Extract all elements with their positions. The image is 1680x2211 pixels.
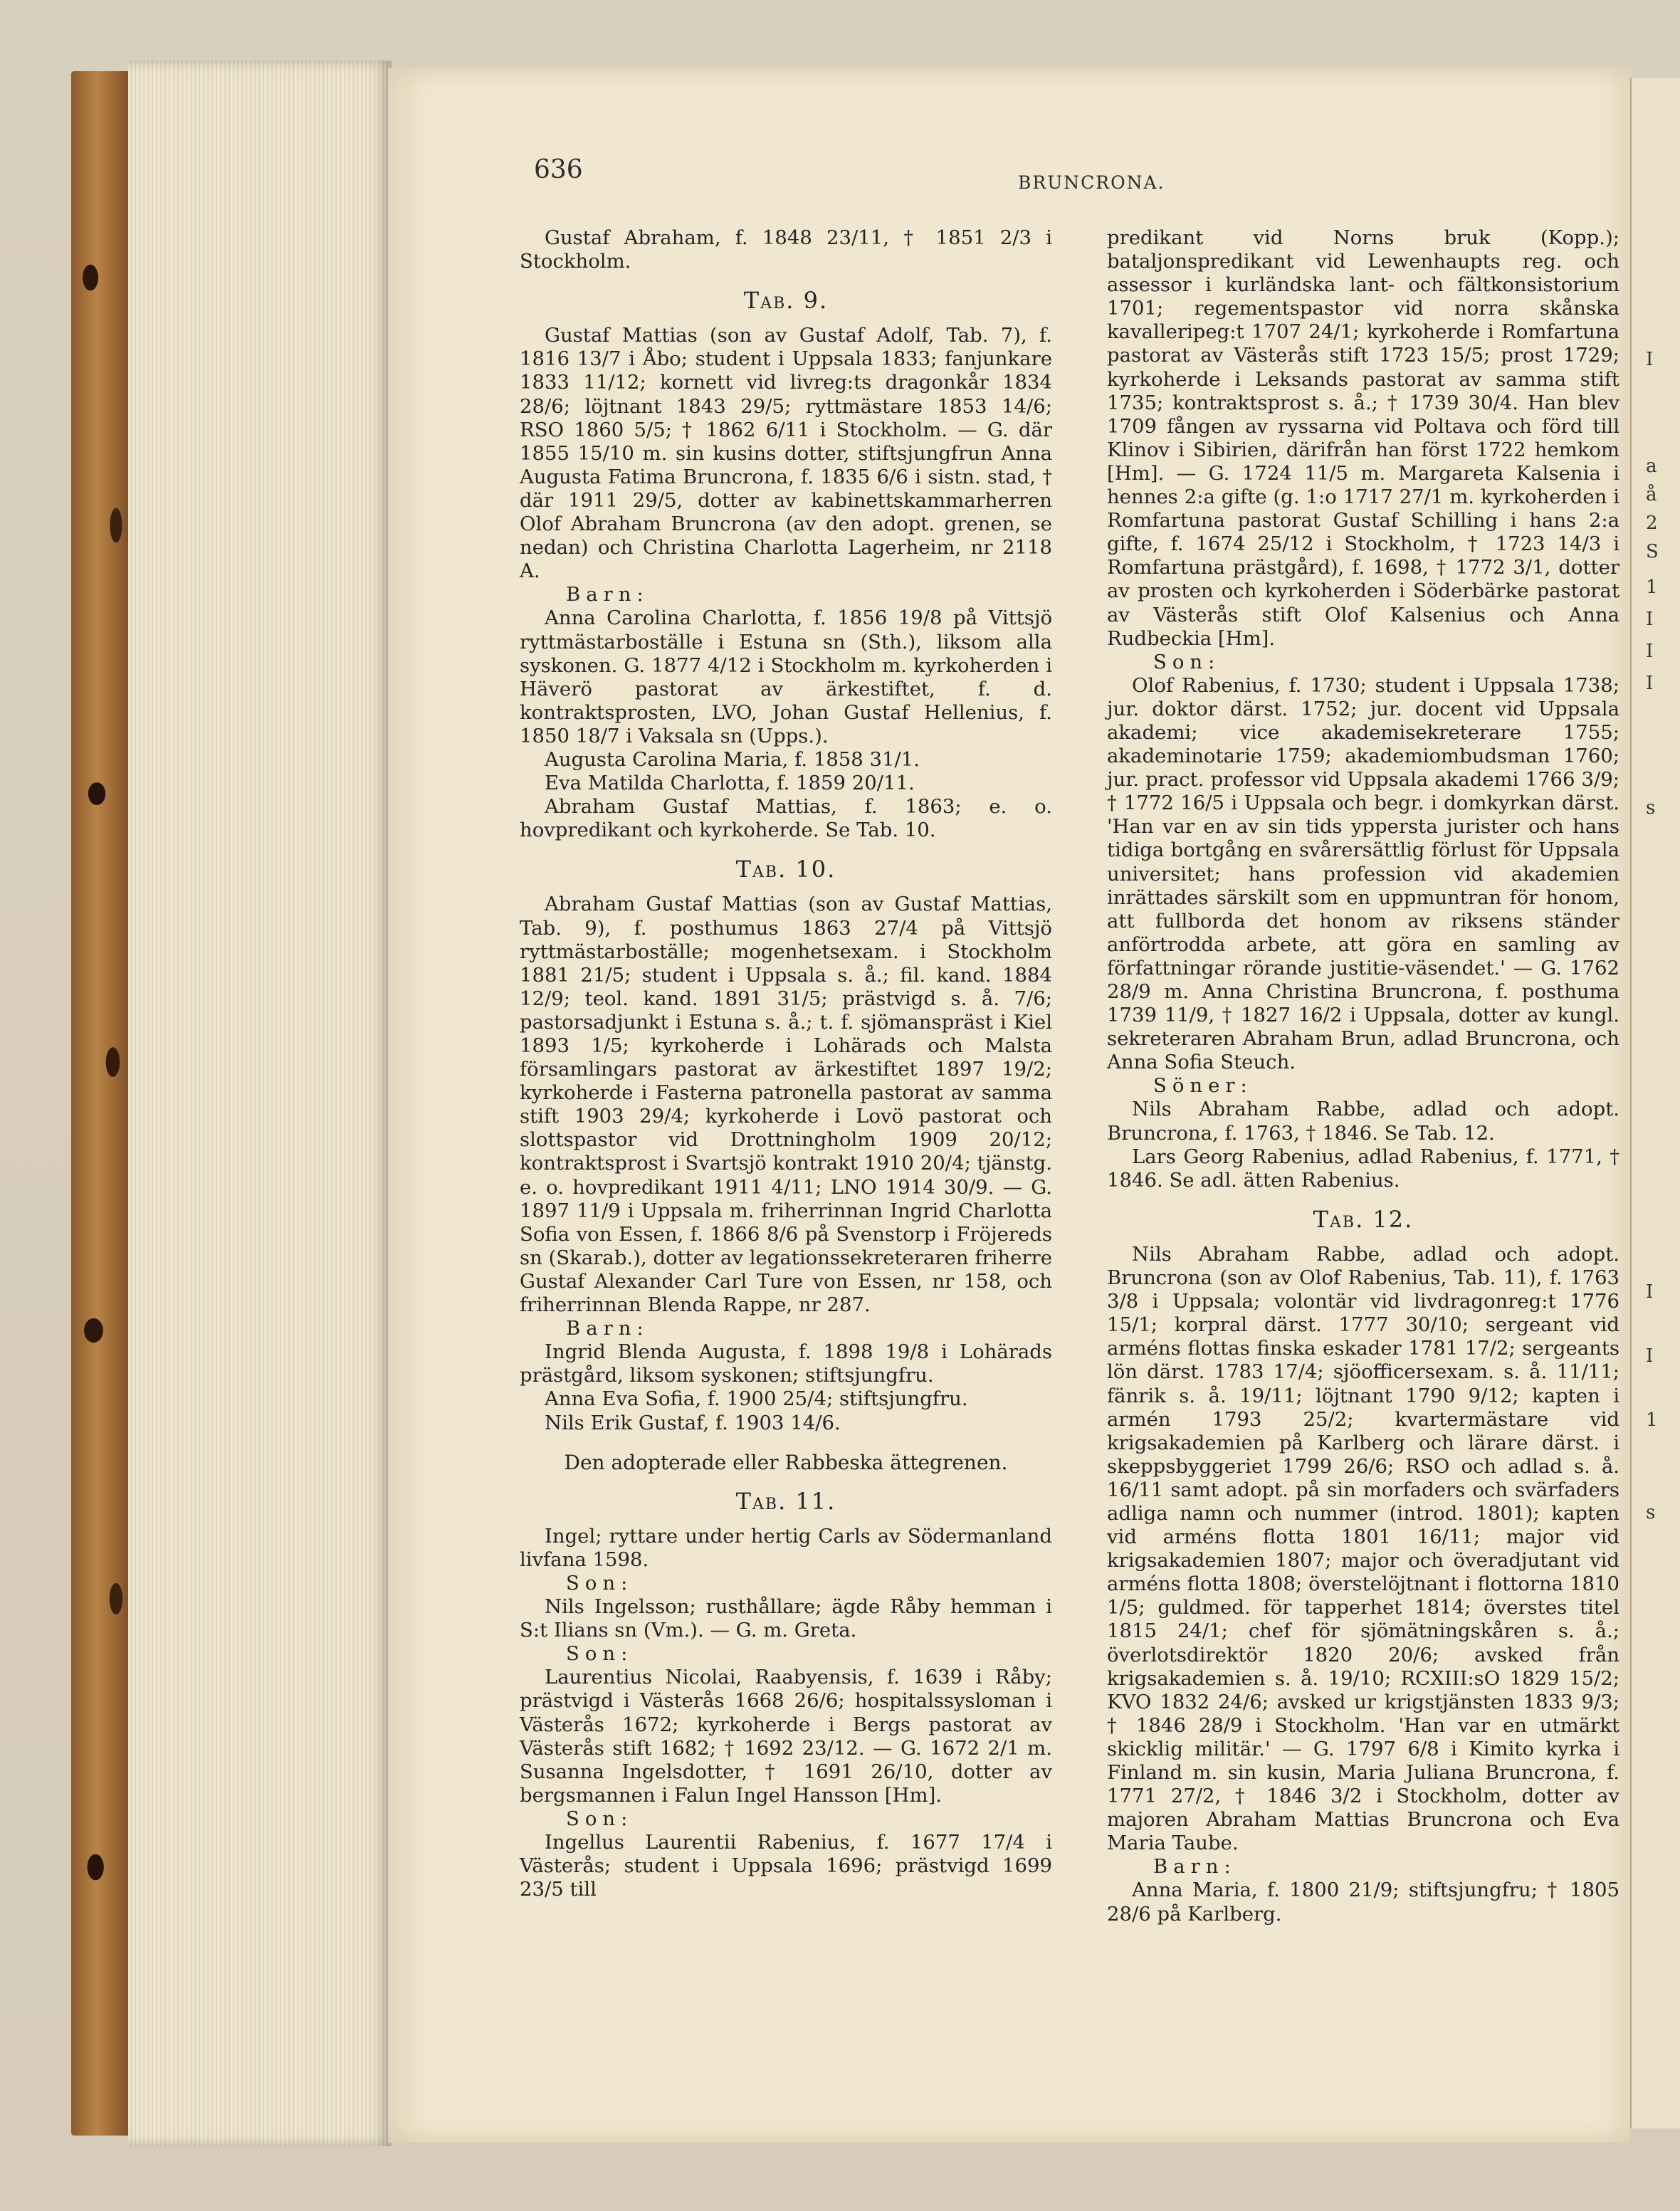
page-number: 636 bbox=[534, 155, 583, 184]
fragment: a bbox=[1646, 456, 1657, 477]
child-entry: Nils Abraham Rabbe, adlad och adopt. Bruncrona, f. 1763, † 1846. Se Tab. 12. bbox=[1107, 1098, 1619, 1145]
child-entry: Anna Carolina Charlotta, f. 1856 19/8 på Vittsjö ryttmästarboställe i Estuna sn (Sth.), liksom alla syskonen. G. 1877 4/12 i Stockholm m. kyrkoherden i Häverö pastorat av ärkestiftet, f. d. kontraktsprosten, LVO, Johan Gustaf Hellenius, f. 1850 18/7 i Vaksala sn (Upps.). bbox=[520, 606, 1052, 747]
paragraph: Olof Rabenius, f. 1730; student i Uppsala 1738; jur. doktor därst. 1752; jur. docent vid Uppsala akademi; vice akademisekreterare 1755; akademinotarie 1759; akademiombudsman 1760; jur. pract. professor vid Uppsala akademi 1766 3/9; † 1772 16/5 i Uppsala och begr. i domkyrkan därst. 'Han var en av sin tids ypperstа jurister och hans tidiga bortgång en svårersättlig förlust för Uppsala universitet; hans profession vid akademien inrättades särskilt som en uppmuntran för honom, att fullborda det honom av riksens ständer anförtrodda arbete, att göra en samling av författningar rörande justitie-väsendet.' — G. 1762 28/9 m. Anna Christina Bruncrona, f. posthuma 1739 11/9, † 1827 16/2 i Uppsala, dotter av kungl. sekreteraren Abraham Brun, adlad Bruncrona, och Anna Sofia Steuch. bbox=[1107, 673, 1619, 1074]
next-page-edge bbox=[1630, 78, 1680, 2128]
son-label: Son: bbox=[566, 1642, 634, 1666]
paragraph: Laurentius Nicolai, Raabyensis, f. 1639 i Råby; prästvigd i Västerås 1668 26/6; hospitalssysloman i Västerås 1672; kyrkoherde i Bergs pastorat av Västerås stift 1682; † 1692 23/12. — G. 1672 2/1 m. Susanna Ingelsdotter, † 1691 26/10, dotter av bergsmannen i Falun Ingel Hansson [Hm]. bbox=[520, 1666, 1052, 1807]
table-heading: Tab. 11. bbox=[735, 1487, 836, 1515]
page-block-edges bbox=[128, 61, 392, 2146]
child-entry: Augusta Carolina Maria, f. 1858 31/1. bbox=[545, 747, 920, 771]
children-label: Barn: bbox=[1153, 1855, 1237, 1879]
sons-label: Söner: bbox=[1153, 1074, 1253, 1098]
paragraph: Nils Ingelsson; rusthållare; ägde Råby hemman i S:t Ilians sn (Vm.). — G. m. Greta. bbox=[520, 1595, 1052, 1642]
paragraph: Ingel; ryttare under hertig Carls av Södermanland livfana 1598. bbox=[520, 1524, 1052, 1571]
paragraph: predikant vid Norns bruk (Kopp.); bataljonspredikant vid Lewenhaupts reg. och assessor i kurländska lant- och fältkonsistorium 1701; regementspastor vid norra skånska kavalleriреg:t 1707 24/1; kyrkoherde i Romfartuna pastorat av Västerås stift 1723 15/5; prost 1729; kyrkoherde i Leksands pastorat av samma stift 1735; kontraktsprost s. å.; † 1739 30/4. Han blev 1709 fången av ryssarna vid Poltava och förd till Klinov i Sibirien, därifrån han först 1722 hemkom [Hm]. — G. 1724 11/5 m. Margareta Kalsenia i hennes 2:a gifte (g. 1:o 1717 27/1 m. kyrkoherden i Romfartuna pastorat Gustaf Schilling i hans 2:a gifte, f. 1674 25/12 i Stockholm, † 1723 14/3 i Romfartuna prästgård), f. 1698, † 1772 3/1, dotter av prosten och kyrkoherden i Söderbärke pastorat av Västerås stift Olof Kalsenius och Anna Rudbeckia [Hm]. bbox=[1107, 226, 1619, 650]
fragment: I bbox=[1646, 609, 1654, 630]
fragment: I bbox=[1646, 641, 1654, 662]
paragraph: Abraham Gustaf Mattias (son av Gustaf Mattias, Tab. 9), f. posthumus 1863 27/4 på Vittsjö ryttmästarboställe; mogenhetsexam. i Stockholm 1881 21/5; student i Uppsala s. å.; fil. kand. 1884 12/9; teol. kand. 1891 31/5; prästvigd s. å. 7/6; pastorsadjunkt i Estuna s. å.; t. f. sjömanspräst i Kiel 1893 1/5; kyrkoherde i Lohärads och Malsta församlingars pastorat av ärkestiftet 1897 19/2; kyrkoherde i Fasterna patronella pastorat av samma stift 1903 29/4; kyrkoherde i Lovö pastorat och slottspastor vid Drottningholm 1909 20/12; kontraktsprost i Svartsjö kontrakt 1910 20/4; tjänstg. e. o. hovpredikant 1911 4/11; LNO 1914 30/9. — G. 1897 11/9 i Uppsala m. friherrinnan Ingrid Charlotta Sofia von Essen, f. 1866 8/6 på Svenstorp i Fröjereds sn (Skarab.), dotter av legationssekreteraren friherre Gustaf Alexander Carl Ture von Essen, nr 158, och friherrinnan Blenda Rappe, nr 287. bbox=[520, 893, 1052, 1317]
fragment: I bbox=[1646, 1345, 1654, 1367]
fragment: I bbox=[1646, 349, 1654, 370]
section-heading: Den adopterade eller Rabbeska ättegrenen. bbox=[564, 1450, 1008, 1474]
right-column bbox=[1107, 226, 1619, 1926]
fragment: I bbox=[1646, 673, 1654, 694]
fragment: s bbox=[1646, 797, 1656, 819]
fragment: 1 bbox=[1646, 1409, 1658, 1431]
child-entry: Nils Erik Gustaf, f. 1903 14/6. bbox=[545, 1411, 841, 1434]
child-entry: Abraham Gustaf Mattias, f. 1863; e. o. hovpredikant och kyrkoherde. Se Tab. 10. bbox=[520, 795, 1052, 842]
fragment: s bbox=[1646, 1502, 1656, 1523]
table-heading: Tab. 10. bbox=[735, 856, 836, 883]
child-entry: Eva Matilda Charlotta, f. 1859 20/11. bbox=[545, 772, 915, 795]
fragment: 2 bbox=[1646, 513, 1658, 534]
child-entry: Lars Georg Rabenius, adlad Rabenius, f. 1771, † 1846. Se adl. ätten Rabenius. bbox=[1107, 1145, 1619, 1192]
fragment: 1 bbox=[1646, 577, 1658, 598]
children-label: Barn: bbox=[566, 1317, 649, 1340]
paragraph: Ingellus Laurentii Rabenius, f. 1677 17/4 i Västerås; student i Uppsala 1696; prästvigd 1699 23/5 till bbox=[520, 1831, 1052, 1901]
fragment: S bbox=[1646, 541, 1659, 562]
paragraph: Gustaf Mattias (son av Gustaf Adolf, Tab. 7), f. 1816 13/7 i Åbo; student i Uppsala 1833; fanjunkare 1833 11/12; kornett vid livreg:ts dragonkår 1834 28/6; löjtnant 1843 29/5; ryttmästare 1853 14/6; RSO 1860 5/5; † 1862 6/11 i Stockholm. — G. där 1855 15/10 m. sin kusins dotter, stiftsjungfrun Anna Augusta Fatima Bruncrona, f. 1835 6/6 i sistn. stad, † där 1911 29/5, dotter av kabinettskammarherren Olof Abraham Bruncrona (av den adopt. grenen, se nedan) och Christina Charlotta Lagerheim, nr 2118 A. bbox=[520, 324, 1052, 583]
table-heading: Tab. 9. bbox=[743, 287, 829, 315]
child-entry: Ingrid Blenda Augusta, f. 1898 19/8 i Lohärads prästgård, liksom syskonen; stiftsjungfru. bbox=[520, 1340, 1052, 1387]
left-column bbox=[520, 226, 1052, 1901]
son-label: Son: bbox=[1153, 650, 1221, 673]
child-entry: Anna Maria, f. 1800 21/9; stiftsjungfru; † 1805 28/6 på Karlberg. bbox=[1107, 1879, 1619, 1926]
son-label: Son: bbox=[566, 1807, 634, 1830]
children-label: Barn: bbox=[566, 583, 649, 606]
running-head: BRUNCRONA. bbox=[1018, 172, 1165, 193]
paragraph: Nils Abraham Rabbe, adlad och adopt. Bruncrona (son av Olof Rabenius, Tab. 11), f. 1763 3/8 i Uppsala; volontär vid livdragonreg:t 1776 15/1; korpral därst. 1777 30/10; sergeant vid arméns flottas finska eskader 1781 17/2; sergeants lön därst. 1783 17/4; sjöofficersexam. s. å. 11/11; fänrik s. å. 19/11; löjtnant 1790 9/12; kapten i armén 1793 25/2; kvartermästare vid krigsakademien på Karlberg och lärare därst. i skeppsbyggeriet 1799 26/6; RSO och adlad s. å. 16/11 samt adopt. på sin morfaders och svärfaders adliga namn och nummer (introd. 1801); kapten vid arméns flotta 1801 16/11; major vid krigsakademien 1807; major och överadjutant vid arméns flotta 1808; överstelöjtnant i flottorna 1810 1/5; guldmed. för tapperhet 1814; överstes titel 1815 24/1; chef för sjömätningskåren s. å.; överlotsdirektör 1820 20/6; avsked från krigsakademien s. å. 19/10; RCXIII:sO 1829 15/2; KVO 1832 24/6; avsked ur krigstjänsten 1833 9/3; † 1846 28/9 i Stockholm. 'Han var en utmärkt skicklig militär.' — G. 1797 6/8 i Kimito kyrka i Finland m. sin kusin, Maria Juliana Bruncrona, f. 1771 27/2, † 1846 3/2 i Stockholm, dotter av majoren Abraham Mattias Bruncrona och Eva Maria Taube. bbox=[1107, 1242, 1619, 1855]
table-heading: Tab. 12. bbox=[1313, 1205, 1414, 1233]
son-label: Son: bbox=[566, 1571, 634, 1595]
marbled-book-cover bbox=[71, 71, 135, 2136]
child-entry: Anna Eva Sofia, f. 1900 25/4; stiftsjungfru. bbox=[545, 1387, 968, 1411]
fragment: å bbox=[1646, 484, 1657, 505]
fragment: I bbox=[1646, 1281, 1654, 1303]
paragraph: Gustaf Abraham, f. 1848 23/11, † 1851 2/3 i Stockholm. bbox=[520, 226, 1052, 273]
